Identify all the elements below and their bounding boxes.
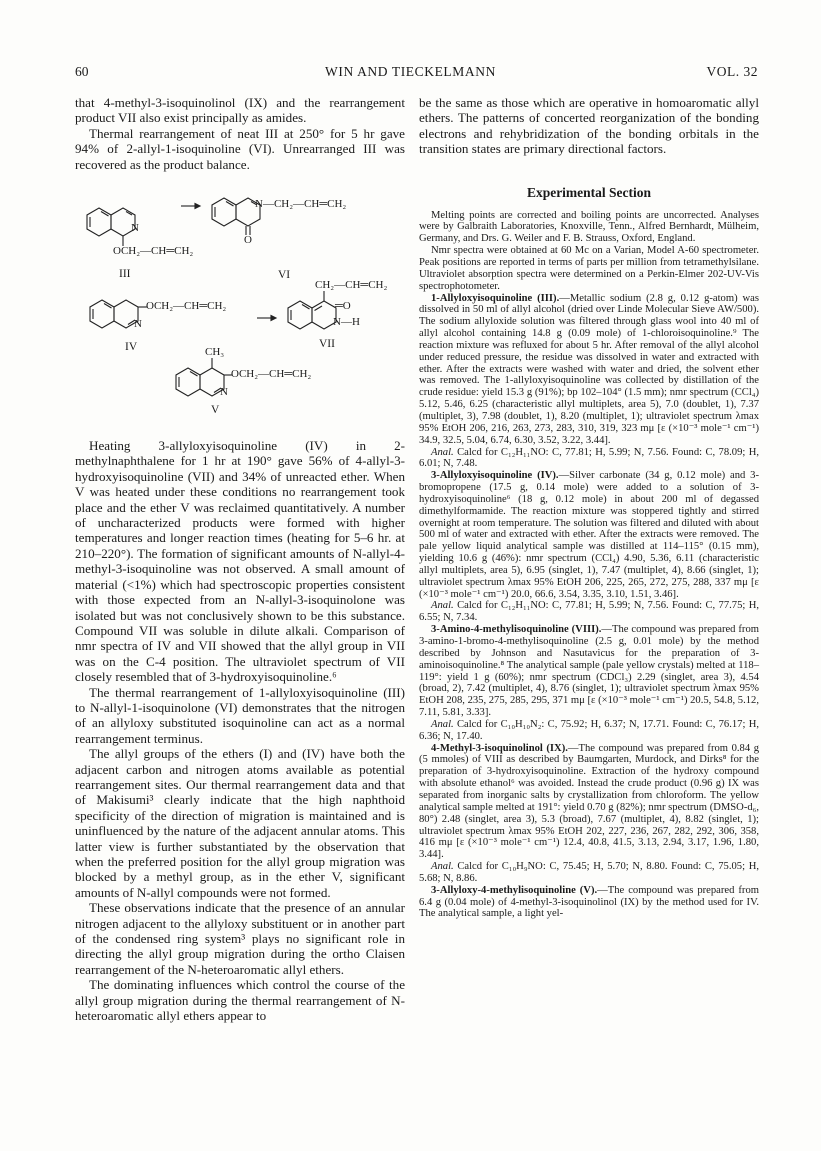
anal-label: Anal. bbox=[431, 446, 454, 458]
structure-III bbox=[87, 208, 135, 246]
paragraph: The allyl groups of the ethers (I) and (IV) have both the adjacent carbon and nitrogen atoms available as potential rearrangement sites. Our thermal rearrangement data and that of Makisumi³ clearly indicate that the high naphthoid specificity of the direction of migration is maintained and is uninfluenced by the nature of the adjacent annular atoms. This latter view is further substantiated by the observation that when the preferred position for the allyl group migration was blocked by a methyl group, as in the ether V, significant amounts of N-allyl compounds were not formed. bbox=[75, 746, 405, 900]
nitrogen-label-V: N bbox=[220, 386, 228, 399]
procedure-text: —The compound was prepared from 6.4 g (0.04 mole) of 4-methyl-3-isoquinolinol (IX) by the method used for IV. The analytical sample, a light yel- bbox=[419, 884, 759, 920]
left-column bbox=[75, 95, 405, 1023]
analysis-line bbox=[419, 719, 759, 743]
compound-label-IV: IV bbox=[125, 341, 138, 354]
structure-VII bbox=[288, 301, 336, 329]
anal-label: Anal. bbox=[431, 861, 454, 873]
right-column bbox=[419, 95, 759, 920]
experimental-procedure-VIII bbox=[419, 624, 759, 719]
paragraph: Thermal rearrangement of neat III at 250° for 5 hr gave 94% of 2-allyl-1-isoquinoline (VI). Unrearranged III was recovered as the product balance. bbox=[75, 125, 405, 172]
oxygen-label-VI: O bbox=[244, 234, 252, 247]
experimental-paragraph: Nmr spectra were obtained at 60 Mc on a Varian, Model A-60 spectrometer. Peak positions are reported in terms of parts per million from tetramethylsilane. Ultraviolet absorption spectra were determined on a Perkin-Elmer 202-UV-Vis spectrophotometer. bbox=[419, 245, 759, 292]
procedure-title: 3-Allyloxyisoquinoline (IV). bbox=[431, 470, 559, 482]
structure-VI bbox=[212, 198, 260, 235]
compound-label-III: III bbox=[119, 268, 131, 281]
compound-label-V: V bbox=[211, 404, 220, 417]
chemical-structures bbox=[75, 186, 405, 418]
substituent-V: OCH₂—CH═CH₂ bbox=[231, 368, 312, 381]
paragraph: The dominating influences which control the course of the allyl group migration during the thermal rearrangement of N-heteroaromatic allyl ethers appear to bbox=[75, 977, 405, 1024]
analysis-line bbox=[419, 447, 759, 471]
nh-label-VII: N—H bbox=[333, 316, 360, 329]
procedure-title: 1-Allyloxyisoquinoline (III). bbox=[431, 292, 560, 304]
experimental-procedure-IX bbox=[419, 743, 759, 861]
procedure-text: —The compound was prepared from 0.84 g (5 mmoles) of VIII as described by Baumgarten, Murdock, and Dirks⁸ for the preparation of 3-hydroxyisoquinoline. Extraction of the hydroxy compound with absolute ethanol⁶ was avoided. Instead the crude product (0.96 g) IX was separated from inorganic salts by crystallization from chloroform. The yellow analytical sample melted at 191°: yield 0.70 g (82%); nmr spectrum (DMSO-d₆, 80°) 2.48 (singlet, area 3), 5.3 (broad), 7.67 (multiplet, 4), 8.82 (singlet, 1); ultraviolet spectrum λmax 95% EtOH 202, 227, 236, 267, 282, 292, 306, 358, 416 mμ [ε (×10⁻³ mole⁻¹ cm⁻¹) 12.4, 40.8, 41.5, 3.13, 2.94, 3.17, 1.96, 1.80, 3.44]. bbox=[419, 742, 759, 861]
procedure-text: —Metallic sodium (2.8 g, 0.12 g-atom) was dissolved in 50 ml of allyl alcohol (dried over Linde Molecular Sieve AW/500). The sodium allyloxide solution was filtered through glass wool into 40 ml of allyl alcohol containing 14.8 g (0.09 mole) of 1-chloroisoquinoline.⁹ The reaction mixture was refluxed for about 5 hr. After removal of the allyl alcohol under reduced pressure, the residue was dissolved in water and extracted with ether. After the extracts were washed with water and dried, the solvent ether was removed. The 1-allyloxyisoquinoline was collected by distillation of the crude residue: yield 15.3 g (91%); bp 102–104° (1.5 mm); nmr spectrum (CCl₄) 5.12, 5.46, 6.25 (characteristic allyl multiplets, area 5), 7.0 (doublet, 1), 7.37 (multiplet, 3), 7.98 (doublet, 1), 8.20 (multiplet, 1); ultraviolet spectrum λmax 95% EtOH 206, 216, 263, 273, 283, 310, 319, 323 mμ [ε (×10⁻³ mole⁻¹ cm⁻¹) 34.9, 32.5, 5.04, 6.74, 6.30, 3.52, 3.22, 3.44]. bbox=[419, 292, 759, 446]
nitrogen-label: N bbox=[131, 222, 139, 235]
paragraph: These observations indicate that the presence of an annular nitrogen adjacent to the allyloxy substituent or in another part of the condensed ring system³ plays no significant role in directing the allyl group migration during the ortho Claisen rearrangement of the N-heteroaromatic allyl ethers. bbox=[75, 900, 405, 977]
anal-text: Calcd for C₁₂H₁₁NO: C, 77.81; H, 5.99; N, 7.56. Found: C, 77.75; H, 6.55; N, 7.34. bbox=[419, 600, 760, 624]
experimental-paragraph: Melting points are corrected and boiling points are uncorrected. Analyses were by Galbraith Laboratories, Knoxville, Tenn., Alfred Bernhardt, Mülheim, Germany, and Drs. G. Weiler and F. B. Strauss, Oxford, England. bbox=[419, 209, 759, 245]
analysis-line bbox=[419, 600, 759, 624]
substituent-III: OCH₂—CH═CH₂ bbox=[113, 245, 194, 258]
substituent-VII: CH₂—CH═CH₂ bbox=[315, 279, 388, 292]
reaction-scheme-figure bbox=[75, 186, 405, 418]
substituent-VI: N—CH₂—CH═CH₂ bbox=[255, 198, 347, 211]
compound-label-VI: VI bbox=[278, 269, 291, 282]
procedure-title: 3-Allyloxy-4-methylisoquinoline (V). bbox=[431, 884, 598, 896]
page-number: 60 bbox=[75, 64, 89, 79]
analysis-line bbox=[419, 861, 759, 885]
paragraph: Heating 3-allyloxyisoquinoline (IV) in 2-methylnaphthalene for 1 hr at 190° gave 56% of 4-allyl-3-hydroxyisoquinoline (VII) and 34% of unreacted ether. When V was heated under these conditions no rearrangement took place and the ether V was reclaimed quantitatively. A number of uncharacterized products were formed with higher temperatures and longer reaction times (heating for 5–6 hr. at 210–220°). The formation of significant amounts of N-allyl-4-methyl-3-isoquinoline was not observed. A small amount of material (<1%) which had spectroscopic properties consistent with those expected from an N-allyl-3-isoquinolone was isolated but was not conclusively shown to be this substance. Compound VII was soluble in dilute alkali. Comparison of nmr spectra of IV and VII showed that the allyl group in VII was on the C-4 position. The ultraviolet spectrum of VII closely resembled that of 3-hydroxyisoquinoline.⁶ bbox=[75, 438, 405, 685]
running-title: WIN AND TIECKELMANN bbox=[325, 64, 496, 79]
paragraph: The thermal rearrangement of 1-allyloxyisoquinoline (III) to N-allyl-1-isoquinolone (VI) demonstrates that the nitrogen of an allyloxy substituted isoquinoline can act as a normal rearrangement terminus. bbox=[75, 684, 405, 746]
procedure-title: 3-Amino-4-methylisoquinoline (VIII). bbox=[431, 624, 602, 636]
section-title: Experimental Section bbox=[526, 184, 652, 200]
experimental-procedure-IV bbox=[419, 470, 759, 600]
page-header bbox=[0, 64, 821, 84]
experimental-procedure-III bbox=[419, 293, 759, 447]
methyl-label-V: CH₃ bbox=[205, 346, 225, 359]
experimental-procedure-V bbox=[419, 885, 759, 921]
procedure-text: —The compound was prepared from 3-amino-1-bromo-4-methylisoquinoline (2.5 g, 0.01 mole) by the method described by Johnson and Nasutavicus for the preparation of 3-aminoisoquinoline.⁸ The analytical sample (pale yellow crystals) melted at 118–119°: yield 1 g (60%); nmr spectrum (CDCl₃) 2.29 (singlet, area 3), 4.54 (broad, 2), 7.42 (multiplet, 4), 8.76 (singlet, 1); ultraviolet spectrum λmax 95% EtOH 208, 235, 275, 285, 295, 371 mμ [ε (×10⁻³ mole⁻¹ cm⁻¹) 20.5, 54.8, 5.12, 7.11, 5.81, 3.33]. bbox=[419, 624, 759, 719]
procedure-text: —Silver carbonate (34 g, 0.12 mole) and 3-bromopropene (17.5 g, 0.14 mole) were added to a solution of 3-hydroxyisoquinoline⁶ (18 g, 0.12 mole) in about 200 ml of degassed dimethylformamide. The reaction mixture was stoppered tightly and stirred overnight at room temperature. The solution was filtered and diluted with about 500 ml of water and extracted with ether. After the extracts were removed. The pale yellow liquid analytical sample was distilled at 114–115° (0.15 mm), yielding 10.6 g (46%): nmr spectrum (CCl₄) 4.90, 5.36, 6.11 (characteristic allyl multiplets, area 5), 6.95 (singlet, 1), 7.47 (multiplet, 4), 8.66 (singlet, 1); ultraviolet spectrum λmax 95% EtOH 206, 225, 265, 272, 275, 288, 337 mμ [ε (×10⁻³ mole⁻¹ cm⁻¹) 20.0, 66.6, 3.54, 3.35, 3.10, 1.51, 3.46]. bbox=[419, 470, 759, 600]
anal-text: Calcd for C₁₀H₁₀N₂: C, 75.92; H, 6.37; N, 17.71. Found: C, 76.17; H, 6.36; N, 17.40. bbox=[419, 718, 759, 742]
anal-text: Calcd for C₁₂H₁₁NO: C, 77.81; H, 5.99; N, 7.56. Found: C, 78.09; H, 6.01; N, 7.48. bbox=[419, 446, 760, 470]
anal-label: Anal. bbox=[431, 718, 454, 730]
procedure-title: 4-Methyl-3-isoquinolinol (IX). bbox=[431, 742, 568, 754]
anal-text: Calcd for C₁₀H₉NO: C, 75.45; H, 5.70; N, 8.80. Found: C, 75.05; H, 5.68; N, 8.86. bbox=[419, 861, 759, 884]
paragraph: be the same as those which are operative in homoaromatic allyl ethers. The patterns of concerted reorganization of the bonding electrons and rehybridization of the bonding orbitals in the transition states are primary directional factors. bbox=[419, 95, 759, 157]
substituent-IV: OCH₂—CH═CH₂ bbox=[146, 300, 227, 313]
anal-label: Anal. bbox=[431, 600, 454, 612]
oxygen-label-VII: ═O bbox=[335, 300, 351, 313]
volume-label: VOL. 32 bbox=[706, 64, 758, 79]
nitrogen-label-IV: N bbox=[134, 318, 142, 331]
paragraph: that 4-methyl-3-isoquinolinol (IX) and the rearrangement product VII also exist principally as amides. bbox=[75, 95, 405, 126]
compound-label-VII: VII bbox=[319, 338, 335, 351]
